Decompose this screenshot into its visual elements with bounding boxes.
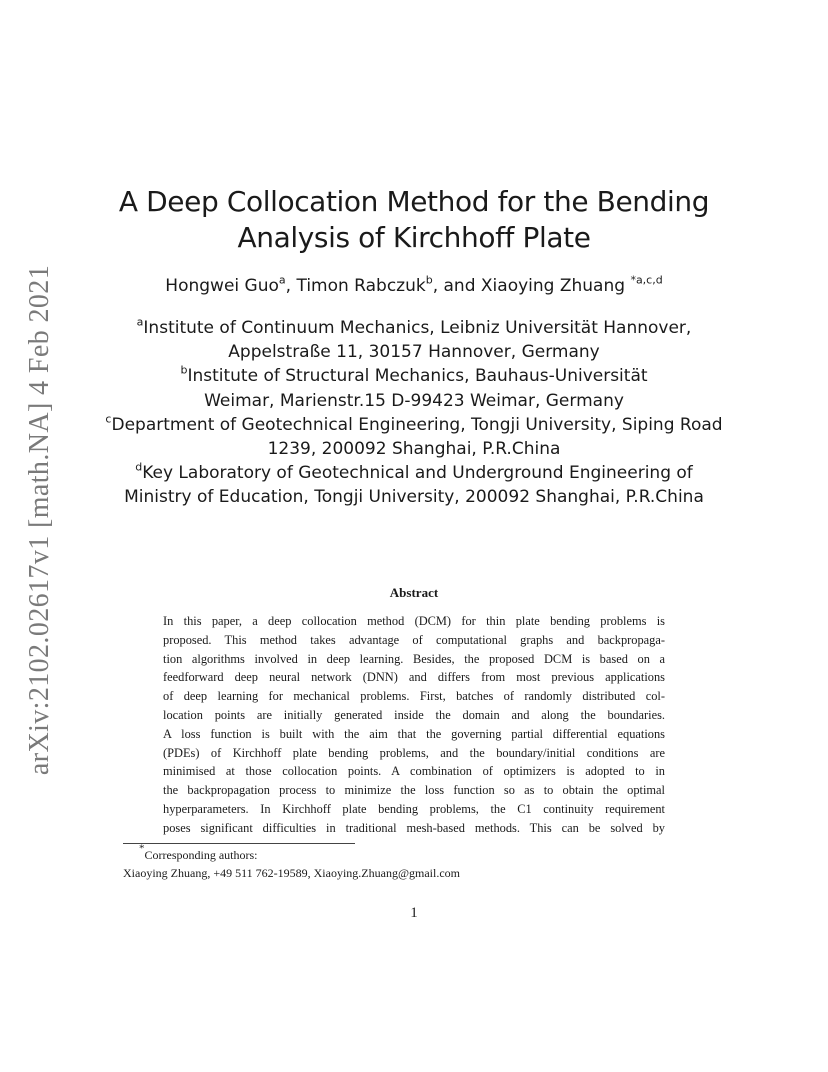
author-3: Xiaoying Zhuang $^{*a,c,d}$ bbox=[480, 273, 663, 296]
author-2: Timon Rabczuk$^b$, and bbox=[296, 273, 481, 296]
affiliations bbox=[0, 316, 828, 510]
affiliation-d-line-1: $^d$Key Laboratory of Geotechnical and Underground Engineering of bbox=[135, 460, 693, 484]
title-line-1: A Deep Collocation Method for the Bending bbox=[118, 185, 710, 218]
author-1-affil-sup: a bbox=[278, 273, 286, 287]
abstract-line: hyperparameters. In Kirchhoff plate bending problems, the C1 continuity requirement bbox=[163, 801, 665, 816]
abstract-line: (PDEs) of Kirchhoff plate bending problems, and the boundary/initial conditions are bbox=[163, 745, 665, 760]
affiliation-d-line-2: Ministry of Education, Tongji University, 200092 Shanghai, P.R.China bbox=[124, 487, 704, 508]
arxiv-identifier-stamp: arXiv:2102.02617v1 [math.NA] 4 Feb 2021 bbox=[24, 264, 55, 776]
abstract-line: location points are initially generated inside the domain and along the boundaries. bbox=[163, 707, 665, 722]
abstract-heading: Abstract bbox=[389, 585, 439, 600]
abstract-line: of deep learning for mechanical problems. First, batches of randomly distributed col- bbox=[163, 689, 665, 704]
footnote-contact: Xiaoying Zhuang, +49 511 762-19589, Xiaoying.Zhuang@gmail.com bbox=[123, 866, 460, 880]
author-1: Hongwei Guo$^a$, bbox=[165, 273, 297, 296]
footnote-divider bbox=[123, 843, 355, 844]
paper-title bbox=[0, 184, 828, 256]
abstract-body bbox=[163, 612, 665, 838]
abstract-line: proposed. This method takes advantage of computational graphs and backpropaga- bbox=[163, 632, 665, 647]
footnote-label: *Corresponding authors: bbox=[139, 842, 258, 862]
footnote bbox=[123, 842, 460, 882]
title-line-2: Analysis of Kirchhoff Plate bbox=[237, 221, 591, 254]
author-list bbox=[0, 273, 828, 296]
abstract-line: A loss function is built with the aim that the governing partial differential equations bbox=[163, 726, 665, 741]
affiliation-b-line-1: $^b$Institute of Structural Mechanics, Bauhaus-Universität bbox=[180, 363, 648, 387]
author-2-affil-sup: b bbox=[425, 273, 433, 287]
abstract-line: In this paper, a deep collocation method (DCM) for thin plate bending problems is bbox=[163, 614, 665, 628]
page-number: 1 bbox=[410, 905, 418, 921]
abstract-line: the backpropagation process to minimize the loss function so as to obtain the optimal bbox=[163, 783, 665, 798]
abstract-line: feedforward deep neural network (DNN) and differs from most previous applications bbox=[163, 670, 665, 685]
abstract-line: poses significant difficulties in traditional mesh-based methods. This can be solved by bbox=[163, 820, 665, 835]
abstract-line: tion algorithms involved in deep learning. Besides, the proposed DCM is based on a bbox=[163, 651, 665, 666]
abstract-line: minimised at those collocation points. A combination of optimizers is adopted to in bbox=[163, 764, 665, 779]
affiliation-a-line-1: $^a$Institute of Continuum Mechanics, Leibniz Universität Hannover, bbox=[136, 315, 692, 338]
affiliation-c-line-1: $^c$Department of Geotechnical Engineering, Tongji University, Siping Road bbox=[105, 412, 723, 435]
affiliation-b-line-2: Weimar, Marienstr.15 D-99423 Weimar, Germany bbox=[204, 390, 624, 411]
affiliation-a-line-2: Appelstraße 11, 30157 Hannover, Germany bbox=[228, 342, 600, 363]
author-3-affil-sup: *a,c,d bbox=[630, 273, 663, 287]
affiliation-c-line-2: 1239, 200092 Shanghai, P.R.China bbox=[267, 439, 561, 460]
